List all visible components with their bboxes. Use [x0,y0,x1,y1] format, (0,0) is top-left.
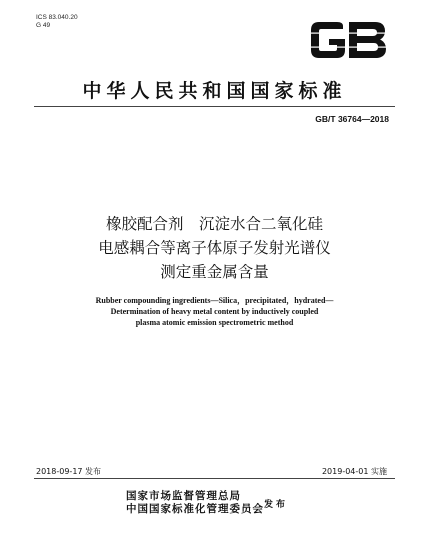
issued-label: 发布 [264,500,289,510]
bottom-divider [34,478,395,479]
english-title-line: Rubber compounding ingredients—Silica，precipitated，hydrated— [95,296,334,305]
standard-category-title: 中华人民共和国国家标准 [82,80,347,102]
chinese-title-line: 测定重金属含量 [160,263,269,281]
english-title [0,295,429,328]
top-divider [34,106,395,107]
gb-logo-icon [309,20,387,60]
standard-number: GB/T 36764—2018 [315,114,389,124]
chinese-title [0,212,429,284]
ics-code: ICS 83.040.20 [36,14,78,21]
english-title-line: Determination of heavy metal content by inductively coupled [110,307,319,316]
issuing-authorities [126,490,264,516]
implementation-date: 2019-04-01 实施 [321,467,387,476]
chinese-title-line: 电感耦合等离子体原子发射光谱仪 [98,239,331,257]
issuer-samr: 国家市场监督管理总局 [126,490,241,502]
issuer-sac: 中国国家标准化管理委员会 [126,503,264,515]
ccs-code: G 49 [36,22,51,29]
chinese-title-line: 橡胶配合剂 沉淀水合二氧化硅 [105,215,323,233]
classification-codes [36,14,78,30]
english-title-line: plasma atomic emission spectrometric method [135,318,294,327]
issue-date: 2018-09-17 发布 [36,467,102,476]
